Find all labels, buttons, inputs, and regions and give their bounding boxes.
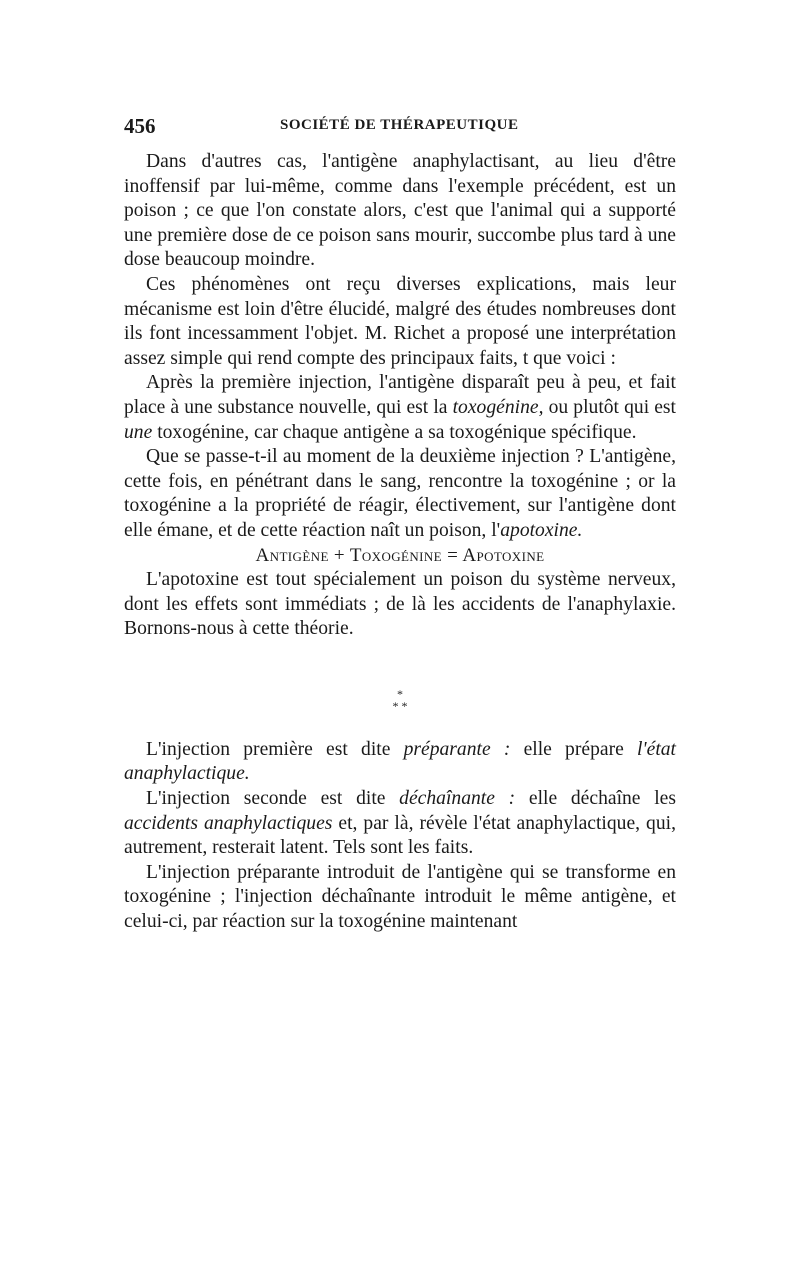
paragraph-3 bbox=[124, 371, 676, 445]
p6-text-a: L'injection première est dite bbox=[146, 738, 404, 760]
page-body bbox=[124, 150, 676, 935]
paragraph-7 bbox=[124, 787, 676, 861]
p3-text-c: ou plutôt qui est bbox=[543, 396, 676, 418]
p4-italic-apotoxine: apotoxine. bbox=[500, 519, 583, 541]
page-number: 456 bbox=[124, 114, 156, 138]
p7-italic-dechainante: déchaînante : bbox=[399, 788, 516, 810]
p3-text-a: Après la première injection, l'antigène disparaît peu à peu, et fait place à une substance nouvelle, qui est la bbox=[124, 372, 676, 418]
p4-text-a: Que se passe-t-il au moment de la deuxième injection ? L'antigène, cette fois, en pénétrant dans le sang, rencontre la toxogénine ; or la toxogénine a la propriété de réagir, électivement, sur l'antigène dont elle émane, et de cette réaction naît un poison, l' bbox=[124, 446, 676, 541]
p3-italic-toxogenine: toxogénine, bbox=[452, 396, 544, 418]
paragraph-8: L'injection préparante introduit de l'antigène qui se transforme en toxogénine ; l'injection déchaînante introduit le même antigène, et celui-ci, par réaction sur la toxogénine maintenant bbox=[124, 861, 676, 933]
p3-text-e: toxogénine, car chaque antigène a sa toxogénique spécifique. bbox=[152, 421, 637, 443]
paragraph-4 bbox=[124, 445, 676, 543]
formula: Antigène + Toxogénine = Apotoxine bbox=[255, 544, 545, 566]
running-title: SOCIÉTÉ DE THÉRAPEUTIQUE bbox=[280, 117, 519, 133]
p7-text-c: elle déchaîne les bbox=[515, 788, 676, 810]
paragraph-2: Ces phénomènes ont reçu diverses explications, mais leur mécanisme est loin d'être élucidé, malgré des études nombreuses dont ils font incessamment l'objet. M. Richet a proposé une interprétation assez simple qui rend compte des principaux faits, t que voici : bbox=[124, 273, 676, 369]
separator-bottom-stars: * * bbox=[392, 698, 408, 713]
paragraph-1: Dans d'autres cas, l'antigène anaphylactisant, au lieu d'être inoffensif par lui-même, comme dans l'exemple précédent, est un poison ; ce que l'on constate alors, c'est que l'animal qui a supporté une première dose de ce poison sans mourir, succombe plus tard à une dose beaucoup moindre. bbox=[124, 151, 676, 271]
p7-text-e: et, par là, révèle l'état anaphylactique, qui, autrement, resterait latent. Tels sont les faits. bbox=[124, 812, 676, 859]
page-header bbox=[124, 114, 676, 140]
p6-italic-preparante: préparante : bbox=[403, 738, 511, 760]
p6-text-c: elle prépare bbox=[510, 738, 637, 760]
p7-italic-accidents: accidents anaphylactiques bbox=[124, 812, 333, 834]
p3-italic-une: une bbox=[124, 421, 153, 443]
p6-italic-etat: l'état anaphylactique. bbox=[124, 738, 676, 785]
separator-top-star: * bbox=[397, 686, 403, 701]
paragraph-5: L'apotoxine est tout spécialement un poison du système nerveux, dont les effets sont immédiats ; de là les accidents de l'anaphylaxie. Bornons-nous à cette théorie. bbox=[124, 569, 676, 640]
section-separator bbox=[124, 642, 676, 738]
p7-text-a: L'injection seconde est dite bbox=[146, 788, 400, 810]
paragraph-6 bbox=[124, 738, 676, 787]
